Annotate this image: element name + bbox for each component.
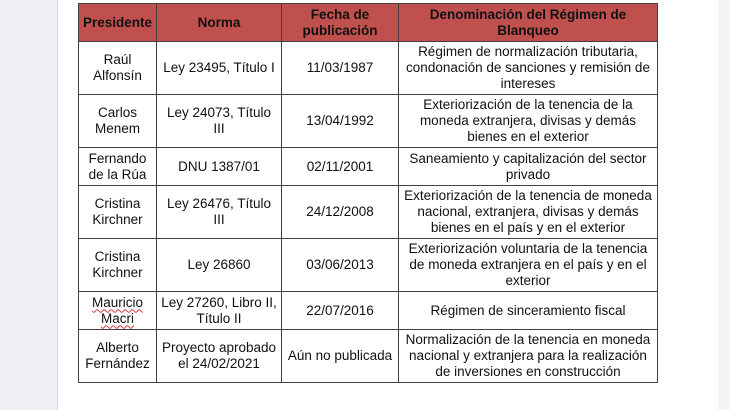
cell-fecha: 22/07/2016 — [282, 292, 399, 330]
cell-norma: Ley 23495, Título I — [157, 42, 282, 95]
cell-norma: Ley 26476, Título III — [157, 186, 282, 239]
cell-fecha: 24/12/2008 — [282, 186, 399, 239]
cell-norma: DNU 1387/01 — [157, 148, 282, 186]
cell-norma: Ley 27260, Libro II, Título II — [157, 292, 282, 330]
cell-denominacion: Exteriorización voluntaria de la tenencia de moneda extranjera en el país y en el exterior — [399, 239, 658, 292]
table-row — [79, 186, 658, 239]
header-fecha-publicacion: Fecha de publicación — [282, 4, 399, 42]
cell-denominacion: Régimen de sinceramiento fiscal — [399, 292, 658, 330]
cell-denominacion: Régimen de normalización tributaria, condonación de sanciones y remisión de intereses — [399, 42, 658, 95]
table-row — [79, 330, 658, 383]
cell-denominacion: Exteriorización de la tenencia de la moneda extranjera, divisas y demás bienes en el exterior — [399, 95, 658, 148]
cell-denominacion: Normalización de la tenencia en moneda nacional y extranjera para la realización de inversiones en construcción — [399, 330, 658, 383]
table-header-row — [79, 4, 658, 42]
cell-presidente: Fernando de la Rúa — [79, 148, 157, 186]
window-edge — [718, 0, 730, 410]
cell-presidente: Alberto Fernández — [79, 330, 157, 383]
table-row — [79, 148, 658, 186]
table-row — [79, 42, 658, 95]
cell-norma: Proyecto aprobado el 24/02/2021 — [157, 330, 282, 383]
cell-norma: Ley 26860 — [157, 239, 282, 292]
cell-presidente: Raúl Alfonsín — [79, 42, 157, 95]
blanqueo-regimes-table — [78, 3, 658, 383]
cell-denominacion: Saneamiento y capitalización del sector privado — [399, 148, 658, 186]
cell-norma: Ley 24073, Título III — [157, 95, 282, 148]
table-row — [79, 239, 658, 292]
cell-presidente — [79, 292, 157, 330]
cell-fecha: 02/11/2001 — [282, 148, 399, 186]
spellcheck-underlined-text: Mauricio Macri — [91, 294, 143, 326]
cell-presidente: Cristina Kirchner — [79, 186, 157, 239]
cell-presidente: Carlos Menem — [79, 95, 157, 148]
cell-denominacion: Exteriorización de la tenencia de moneda nacional, extranjera, divisas y demás bienes en el país y en el exterior — [399, 186, 658, 239]
cell-fecha: 11/03/1987 — [282, 42, 399, 95]
table-row — [79, 292, 658, 330]
cell-fecha: 13/04/1992 — [282, 95, 399, 148]
header-presidente: Presidente — [79, 4, 157, 42]
table-row — [79, 95, 658, 148]
cell-presidente: Cristina Kirchner — [79, 239, 157, 292]
header-denominacion: Denominación del Régimen de Blanqueo — [399, 4, 658, 42]
header-norma: Norma — [157, 4, 282, 42]
cell-fecha: 03/06/2013 — [282, 239, 399, 292]
cell-fecha: Aún no publicada — [282, 330, 399, 383]
